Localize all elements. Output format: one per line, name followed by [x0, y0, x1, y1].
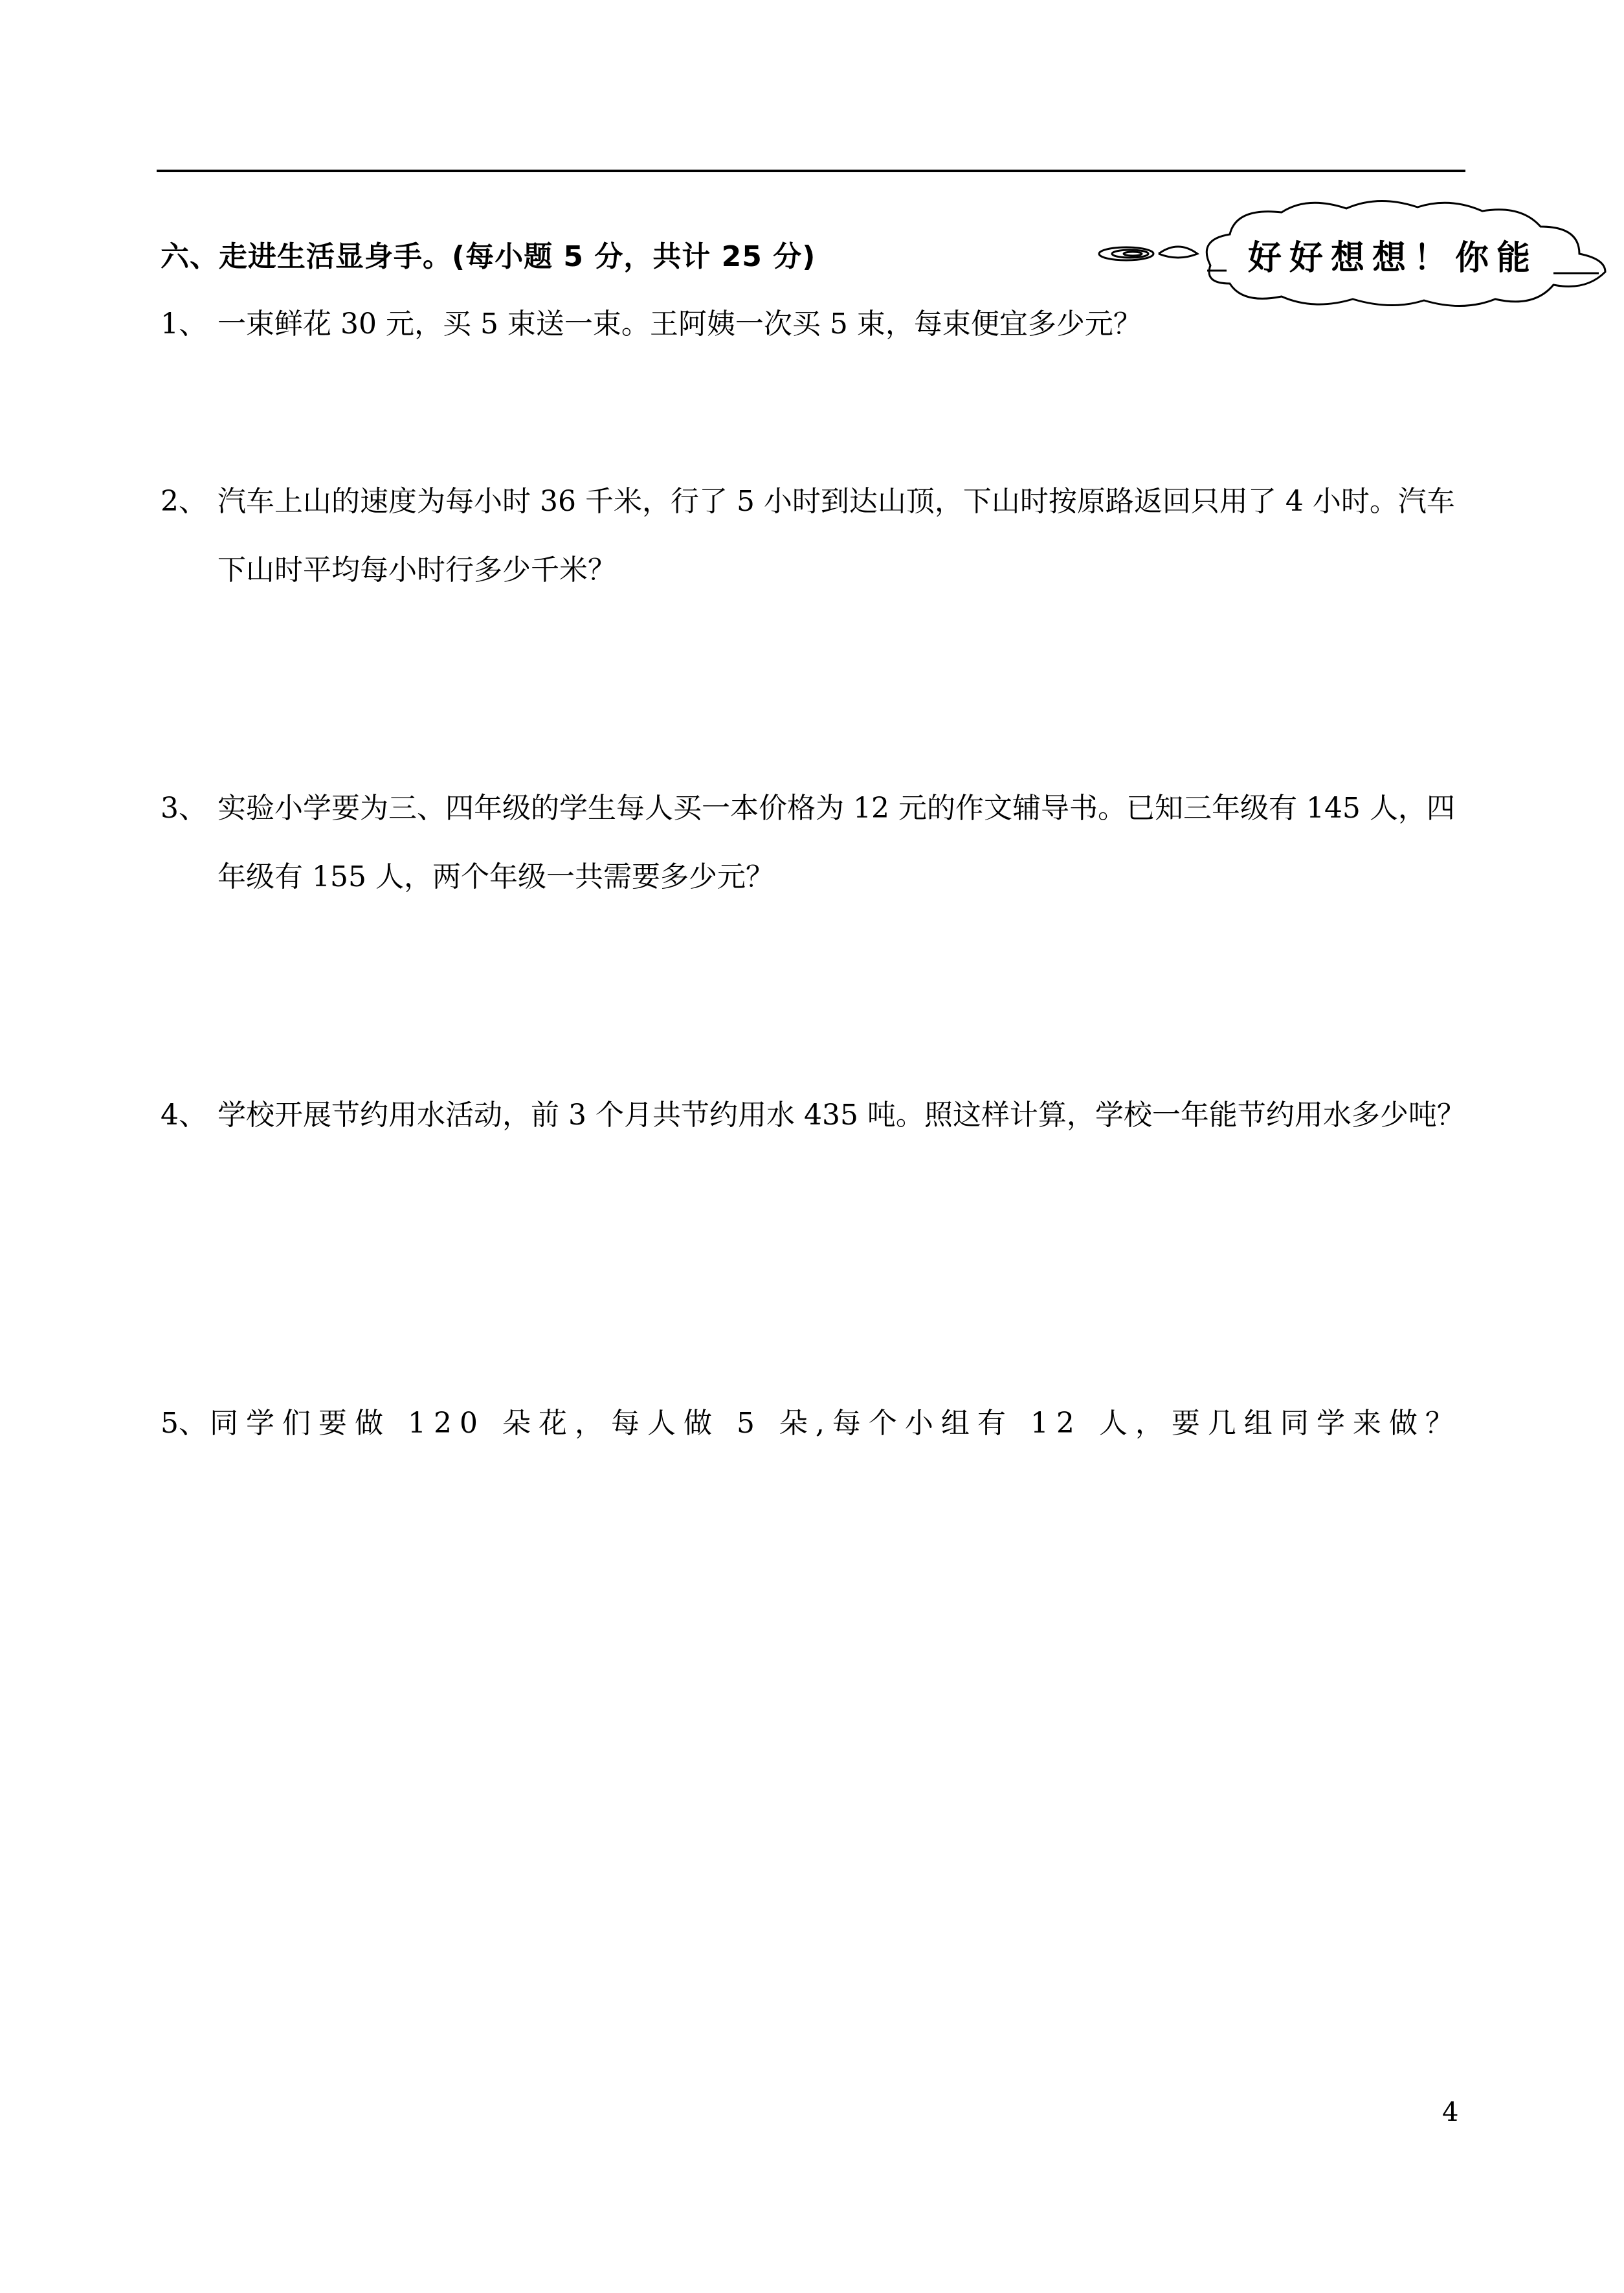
question-number: 2、 [161, 485, 207, 518]
question-text: 同学们要做 120 朵花，每人做 5 朵,每个小组有 12 人，要几组同学来做？ [210, 1407, 1462, 1440]
page-number: 4 [1442, 2097, 1459, 2127]
question-number: 5、 [161, 1407, 207, 1440]
question-2 [161, 467, 1465, 605]
question-number: 3、 [161, 792, 207, 825]
question-text: 实验小学要为三、四年级的学生每人买一本价格为 12 元的作文辅导书。已知三年级有 145 人，四年级有 155 人，两个年级一共需要多少元？ [217, 792, 1455, 893]
question-1 [161, 290, 1465, 359]
question-text: 一束鲜花 30 元，买 5 束送一束。王阿姨一次买 5 束，每束便宜多少元？ [217, 308, 1142, 341]
question-text: 学校开展节约用水活动，前 3 个月共节约用水 435 吨。照这样计算，学校一年能节约用水多少吨？ [217, 1099, 1465, 1132]
question-number: 4、 [161, 1099, 207, 1132]
question-number: 1、 [161, 308, 207, 341]
section-title: 六、走进生活显身手。(每小题 5 分，共计 25 分) [161, 240, 816, 273]
question-text: 汽车上山的速度为每小时 36 千米，行了 5 小时到达山顶，下山时按原路返回只用了 4 小时。汽车下山时平均每小时行多少千米？ [217, 485, 1455, 587]
callout-text: 好好想想！你能 [1248, 239, 1539, 278]
question-3 [161, 774, 1465, 912]
question-4 [161, 1081, 1465, 1150]
question-5 [161, 1389, 1465, 1458]
header-rule [157, 170, 1465, 172]
